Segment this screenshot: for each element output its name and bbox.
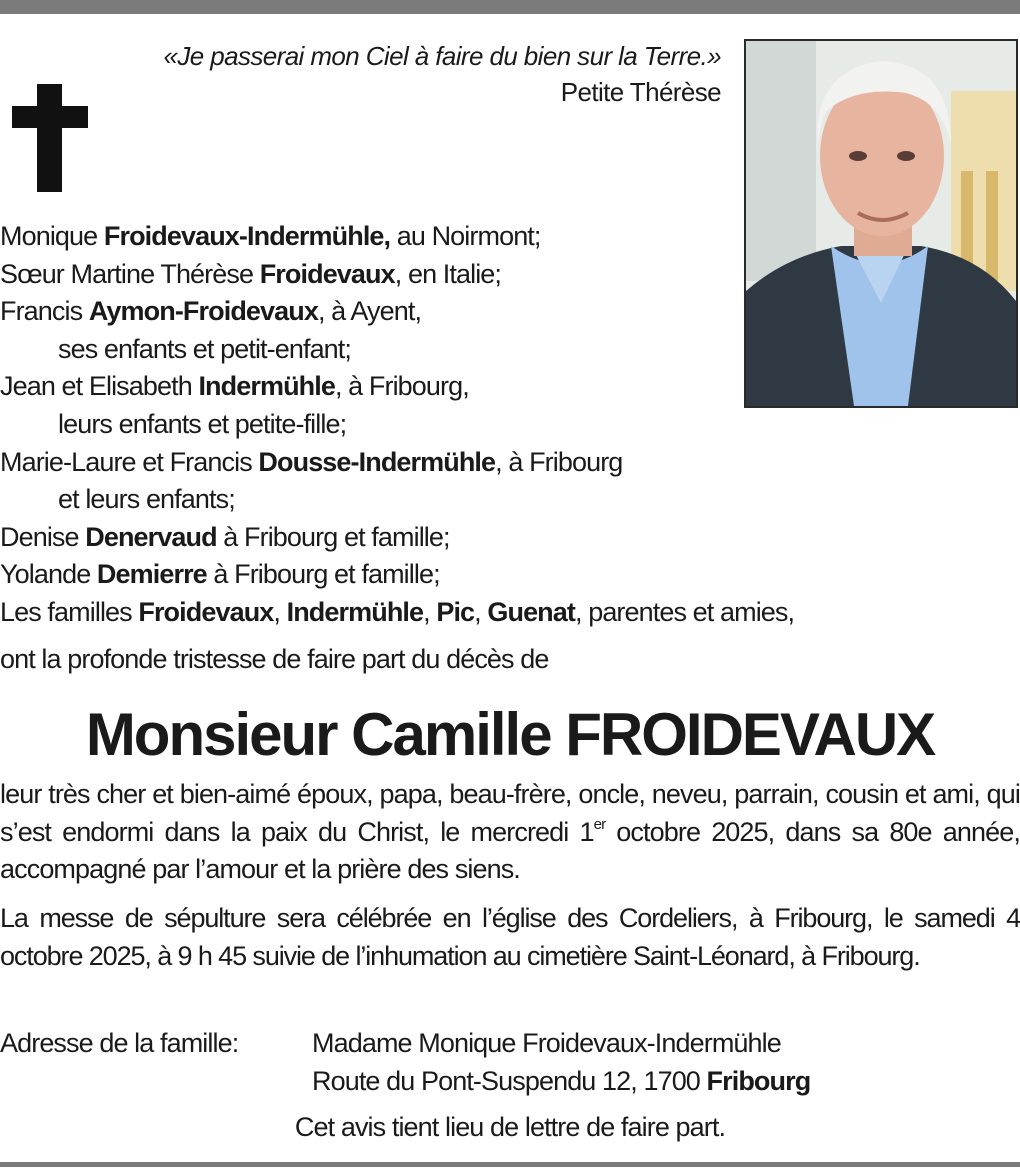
- mourner-line: Monique Froidevaux-Indermühle, au Noirmont;: [0, 221, 541, 251]
- mourner-subline: leurs enfants et petite-fille;: [58, 408, 347, 439]
- mourner-line: Francis Aymon-Froidevaux, à Ayent,: [0, 296, 422, 327]
- epigraph: [80, 38, 721, 110]
- mourner-subline: ses enfants et petit-enfant;: [58, 333, 351, 364]
- mourner-line: Denise Denervaud à Fribourg et famille;: [0, 521, 450, 552]
- mourners-list: [0, 218, 900, 632]
- mourner-line: Marie-Laure et Francis Dousse-Indermühle, à Fribourg: [0, 446, 623, 477]
- deceased-name: Monsieur Camille FROIDEVAUX: [85, 701, 935, 768]
- mourner-line: Sœur Martine Thérèse Froidevaux, en Italie;: [0, 258, 502, 289]
- tribute-paragraph: leur très cher et bien-aimé époux, papa, beau-frère, oncle, neveu, parrain, cousin et ami, qui s’est endormi dans la paix du Christ, le mercredi 1er octobre 2025, dans sa 80e année, accompagné par l’amour et la prière des siens.: [0, 779, 1020, 885]
- bottom-rule: [0, 1162, 1020, 1167]
- address-lines: [312, 1025, 810, 1100]
- cross-icon: [12, 84, 88, 192]
- epigraph-attribution: Petite Thérèse: [560, 77, 721, 107]
- mourner-line: Jean et Elisabeth Indermühle, à Fribourg,: [0, 371, 469, 402]
- closing-note: Cet avis tient lieu de lettre de faire part.: [294, 1112, 726, 1142]
- mourner-line: Yolande Demierre à Fribourg et famille;: [0, 559, 440, 590]
- families-line: Les familles Froidevaux, Indermühle, Pic, Guenat, parentes et amies,: [0, 596, 795, 627]
- announcement: ont la profonde tristesse de faire part du décès de: [0, 644, 549, 674]
- address-line-1: Madame Monique Froidevaux-Indermühle: [312, 1028, 781, 1058]
- funeral-paragraph: La messe de sépulture sera célébrée en l’église des Cordeliers, à Fribourg, le samedi 4 octobre 2025, à 9 h 45 suivie de l’inhumation au cimetière Saint-Léonard, à Fribourg.: [0, 903, 1020, 971]
- address-label: Adresse de la famille:: [0, 1028, 239, 1058]
- epigraph-quote: «Je passerai mon Ciel à faire du bien sur la Terre.»: [163, 41, 721, 71]
- mourner-subline: et leurs enfants;: [58, 484, 235, 515]
- address-line-2: Route du Pont-Suspendu 12, 1700 Fribourg: [312, 1065, 811, 1096]
- top-rule: [0, 0, 1020, 14]
